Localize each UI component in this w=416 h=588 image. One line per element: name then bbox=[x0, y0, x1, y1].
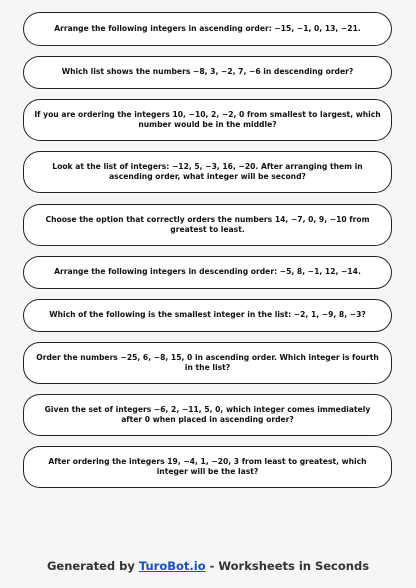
question-card bbox=[23, 12, 392, 46]
footer bbox=[0, 559, 416, 573]
question-text: Look at the list of integers: −12, 5, −3, 16, −20. After arranging them in ascending order, what integer will be second? bbox=[52, 161, 363, 181]
question-text: Given the set of integers −6, 2, −11, 5, 0, which integer comes immediately after 0 when placed in ascending order? bbox=[44, 404, 371, 424]
question-text: Arrange the following integers in descending order: −5, 8, −1, 12, −14. bbox=[54, 267, 361, 277]
brand-link[interactable]: TuroBot.io bbox=[138, 559, 206, 573]
question-card bbox=[23, 299, 392, 332]
question-text: Which of the following is the smallest integer in the list: −2, 1, −9, 8, −3? bbox=[49, 310, 366, 320]
question-card bbox=[23, 342, 392, 384]
question-text: Which list shows the numbers −8, 3, −2, 7, −6 in descending order? bbox=[61, 67, 354, 77]
question-card bbox=[23, 256, 392, 289]
question-card bbox=[23, 56, 392, 89]
footer-prefix: Generated by bbox=[46, 559, 139, 573]
question-card bbox=[23, 204, 392, 246]
question-text: If you are ordering the integers 10, −10, 2, −2, 0 from smallest to largest, which number would be in the middle? bbox=[34, 109, 381, 129]
question-text: After ordering the integers 19, −4, 1, −20, 3 from least to greatest, which integer will be the last? bbox=[48, 456, 367, 476]
footer-suffix: - Worksheets in Seconds bbox=[205, 559, 370, 573]
question-text: Order the numbers −25, 6, −8, 15, 0 in ascending order. Which integer is fourth in the list? bbox=[36, 352, 379, 372]
question-text: Choose the option that correctly orders the numbers 14, −7, 0, 9, −10 from greatest to least. bbox=[45, 214, 370, 234]
question-card bbox=[23, 446, 392, 488]
question-text: Arrange the following integers in ascending order: −15, −1, 0, 13, −21. bbox=[54, 23, 361, 33]
question-list bbox=[23, 12, 392, 488]
question-card bbox=[23, 99, 392, 141]
question-card bbox=[23, 394, 392, 436]
question-card bbox=[23, 151, 392, 193]
